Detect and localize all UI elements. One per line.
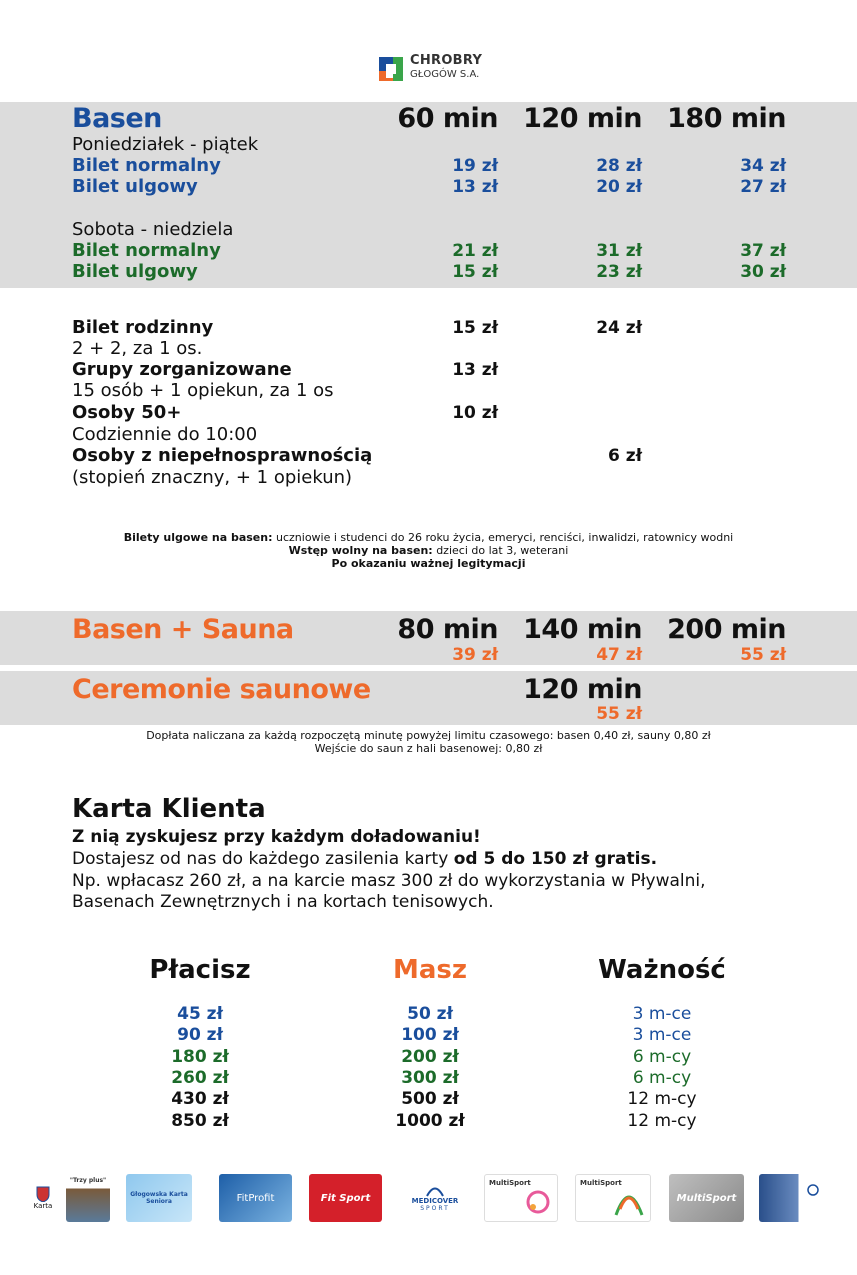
weekend-normal-60: 21 zł — [452, 241, 498, 261]
basen-title: Basen — [72, 103, 162, 134]
weekend-normal-180: 37 zł — [740, 241, 786, 261]
medicover-icon — [426, 1185, 444, 1197]
karta-line3: Basenach Zewnętrznych i na kortach tenisowych. — [72, 892, 494, 912]
multisport-plus-logo — [669, 1174, 744, 1222]
multisport-senior-label: MultiSport — [580, 1179, 622, 1187]
trzy-plus-logo — [66, 1174, 110, 1222]
fitsport-label: Fit Sport — [320, 1192, 371, 1204]
wstep-note-text: dzieci do lat 3, weterani — [432, 544, 569, 557]
brand-name: CHROBRY — [410, 53, 483, 68]
get-cell: 1000 zł — [395, 1111, 465, 1131]
weekday-normal-label: Bilet normalny — [72, 155, 221, 176]
pay-cell: 90 zł — [177, 1025, 223, 1045]
valid-cell: 6 m-cy — [632, 1068, 692, 1088]
weekend-normal-120: 31 zł — [596, 241, 642, 261]
karta-line1-text: Dostajesz od nas do każdego zasilenia karty — [72, 849, 454, 869]
sauna-price-2: 47 zł — [596, 645, 642, 665]
sauna-duration-2: 140 min — [523, 614, 642, 645]
get-cell: 100 zł — [401, 1025, 459, 1045]
niepelnosprawni-label: Osoby z niepełnosprawnością — [72, 445, 373, 466]
multisport-senior-logo — [575, 1174, 651, 1222]
chrobry-logo — [376, 52, 486, 86]
wstep-note — [0, 544, 857, 557]
sauna-price-3: 55 zł — [740, 645, 786, 665]
ulgowe-note — [0, 531, 857, 544]
karta-title: Karta Klienta — [72, 794, 266, 824]
header-masz: Masz — [392, 955, 468, 985]
weekday-ulgowy-60: 13 zł — [452, 177, 498, 197]
karta-rodziny-label: Karta — [33, 1202, 53, 1210]
weekday-ulgowy-label: Bilet ulgowy — [72, 176, 198, 197]
rodzinny-label: Bilet rodzinny — [72, 317, 214, 338]
doplata-note: Dopłata naliczana za każdą rozpoczętą minutę powyżej limitu czasowego: basen 0,40 zł, sauny 0,80 zł — [146, 729, 711, 742]
valid-cell: 3 m-ce — [632, 1004, 692, 1024]
niepelnosprawni-desc: (stopień znaczny, + 1 opiekun) — [72, 467, 353, 488]
osoby50-label: Osoby 50+ — [72, 402, 182, 423]
fitsport-logo — [309, 1174, 382, 1222]
medicover-logo — [404, 1174, 466, 1222]
medicover-sub: SPORT — [420, 1204, 450, 1212]
ulgowe-note-bold: Bilety ulgowe na basen: — [123, 531, 273, 544]
grupy-price-1: 13 zł — [452, 360, 498, 380]
crest-icon — [36, 1186, 50, 1202]
grupy-desc: 15 osób + 1 opiekun, za 1 os — [72, 380, 334, 401]
multisport-senior-swirl-icon — [612, 1179, 646, 1219]
weekend-ulgowy-120: 23 zł — [596, 262, 642, 282]
rodzinny-price-1: 15 zł — [452, 318, 498, 338]
multisport-logo — [484, 1174, 558, 1222]
legitymacja-note: Po okazaniu ważnej legitymacji — [331, 557, 526, 570]
karta-line1 — [72, 849, 657, 869]
weekday-label: Poniedziałek - piątek — [72, 134, 259, 155]
rodzinny-price-2: 24 zł — [596, 318, 642, 338]
weekday-normal-120: 28 zł — [596, 156, 642, 176]
weekday-normal-180: 34 zł — [740, 156, 786, 176]
ulgowe-note-text: uczniowie i studenci do 26 roku życia, emeryci, renciści, inwalidzi, ratownicy wodni — [272, 531, 734, 544]
multisport-swirl-icon — [523, 1187, 553, 1217]
sauna-title: Basen + Sauna — [72, 614, 294, 645]
pay-cell: 260 zł — [171, 1068, 229, 1088]
weekend-ulgowy-label: Bilet ulgowy — [72, 261, 198, 282]
pay-cell: 45 zł — [177, 1004, 223, 1024]
sauna-duration-3: 200 min — [667, 614, 786, 645]
ceremonie-price: 55 zł — [596, 704, 642, 724]
valid-cell: 6 m-cy — [632, 1047, 692, 1067]
osoby50-desc: Codziennie do 10:00 — [72, 424, 258, 445]
valid-cell: 12 m-cy — [627, 1089, 697, 1109]
header-placisz: Płacisz — [149, 955, 251, 985]
get-cell: 200 zł — [401, 1047, 459, 1067]
weekday-ulgowy-120: 20 zł — [596, 177, 642, 197]
chrobry-logo-icon — [376, 54, 406, 84]
trzy-plus-label: "Trzy plus" — [69, 1177, 107, 1184]
brand-sub: GŁOGÓW S.A. — [410, 69, 480, 80]
wstep-note-bold: Wstęp wolny na basen: — [288, 544, 433, 557]
karta-line2: Np. wpłacasz 260 zł, a na karcie masz 300 zł do wykorzystania w Pływalni, — [72, 871, 706, 891]
valid-cell: 12 m-cy — [627, 1111, 697, 1131]
wejscie-note: Wejście do saun z hali basenowej: 0,80 zł — [314, 742, 543, 755]
weekend-normal-label: Bilet normalny — [72, 240, 221, 261]
multisport-plus-label: MultiSport — [676, 1192, 737, 1204]
pay-cell: 850 zł — [171, 1111, 229, 1131]
karta-subtitle: Z nią zyskujesz przy każdym doładowaniu! — [72, 827, 481, 847]
fitprofit-label: FitProfit — [236, 1192, 275, 1204]
weekend-ulgowy-180: 30 zł — [740, 262, 786, 282]
grupy-label: Grupy zorganizowane — [72, 359, 292, 380]
weekend-ulgowy-60: 15 zł — [452, 262, 498, 282]
get-cell: 500 zł — [401, 1089, 459, 1109]
karta-line1-bold: od 5 do 150 zł gratis. — [453, 849, 658, 869]
weekday-normal-60: 19 zł — [452, 156, 498, 176]
niepelnosprawni-price-2: 6 zł — [608, 446, 642, 466]
medicover-label: MEDICOVER — [411, 1196, 459, 1205]
valid-cell: 3 m-ce — [632, 1025, 692, 1045]
karta-rodziny-logo — [28, 1174, 58, 1222]
weekday-ulgowy-180: 27 zł — [740, 177, 786, 197]
get-cell: 300 zł — [401, 1068, 459, 1088]
rodzinny-desc: 2 + 2, za 1 os. — [72, 338, 203, 359]
osoby50-price-1: 10 zł — [452, 403, 498, 423]
weekend-label: Sobota - niedziela — [72, 219, 234, 240]
basen-duration-3: 180 min — [667, 103, 786, 134]
basen-duration-1: 60 min — [397, 103, 498, 134]
partner-badge-icon — [807, 1184, 819, 1196]
header-waznosc: Ważność — [598, 955, 726, 985]
karta-seniora-label: Głogowska Karta Seniora — [130, 1191, 188, 1205]
pay-cell: 180 zł — [171, 1047, 229, 1067]
karta-seniora-logo — [126, 1174, 192, 1222]
ceremonie-title: Ceremonie saunowe — [72, 674, 371, 705]
fitprofit-logo — [219, 1174, 292, 1222]
sauna-price-1: 39 zł — [452, 645, 498, 665]
get-cell: 50 zł — [407, 1004, 453, 1024]
ceremonie-duration: 120 min — [523, 674, 642, 705]
extra-partner-logo — [759, 1174, 831, 1222]
basen-duration-2: 120 min — [523, 103, 642, 134]
sauna-duration-1: 80 min — [397, 614, 498, 645]
pay-cell: 430 zł — [171, 1089, 229, 1109]
multisport-label: MultiSport — [489, 1179, 531, 1187]
